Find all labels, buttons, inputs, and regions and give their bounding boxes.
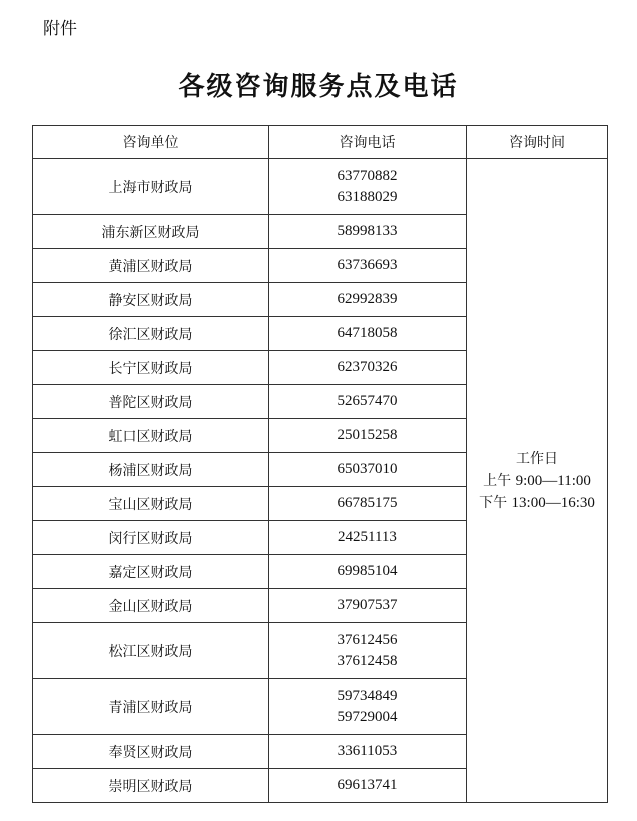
phone-cell xyxy=(269,453,467,487)
phone-number: 69985104 xyxy=(337,563,398,579)
phone-cell xyxy=(269,249,467,283)
phone-cell xyxy=(269,589,467,623)
afternoon-time: 13:00—16:30 xyxy=(511,494,595,511)
unit-cell: 上海市财政局 xyxy=(33,159,269,215)
phone-cell xyxy=(269,419,467,453)
phone-cell xyxy=(269,521,467,555)
phone-number: 33611053 xyxy=(337,743,398,759)
phone-cell xyxy=(269,735,467,769)
table-header-row xyxy=(33,126,608,159)
phone-number: 62992839 xyxy=(337,291,398,307)
phone-cell xyxy=(269,283,467,317)
unit-cell: 宝山区财政局 xyxy=(33,487,269,521)
unit-cell: 徐汇区财政局 xyxy=(33,317,269,351)
phone-cell xyxy=(269,487,467,521)
page-title: 各级咨询服务点及电话 xyxy=(178,72,459,102)
phone-cell xyxy=(269,317,467,351)
table-row xyxy=(33,159,608,215)
afternoon-hours xyxy=(467,492,607,514)
phone-number: 37612458 xyxy=(337,652,398,669)
phone-number: 69613741 xyxy=(337,777,398,793)
afternoon-label: 下午 xyxy=(479,494,508,511)
unit-cell: 青浦区财政局 xyxy=(33,679,269,735)
phone-number: 65037010 xyxy=(337,461,398,477)
morning-label: 上午 xyxy=(483,472,512,489)
phone-cell xyxy=(269,555,467,589)
unit-cell: 奉贤区财政局 xyxy=(33,735,269,769)
unit-cell: 金山区财政局 xyxy=(33,589,269,623)
phone-cell xyxy=(269,215,467,249)
phone-cell xyxy=(269,679,467,735)
phone-number: 24251113 xyxy=(338,529,397,545)
phone-cell xyxy=(269,769,467,803)
phone-number: 37612456 xyxy=(337,631,398,648)
contact-table xyxy=(32,125,608,803)
phone-number: 25015258 xyxy=(337,427,398,443)
unit-cell: 闵行区财政局 xyxy=(33,521,269,555)
unit-cell: 嘉定区财政局 xyxy=(33,555,269,589)
phone-number: 58998133 xyxy=(337,223,398,239)
attachment-label: 附件 xyxy=(43,19,77,39)
morning-time: 9:00—11:00 xyxy=(515,472,591,489)
phone-number: 66785175 xyxy=(337,495,398,511)
morning-hours xyxy=(467,470,607,492)
unit-cell: 普陀区财政局 xyxy=(33,385,269,419)
workday-label: 工作日 xyxy=(516,450,558,467)
phone-number: 64718058 xyxy=(337,325,398,341)
table-body xyxy=(33,159,608,803)
unit-cell: 崇明区财政局 xyxy=(33,769,269,803)
hours-cell xyxy=(467,159,608,803)
phone-cell xyxy=(269,385,467,419)
unit-cell: 黄浦区财政局 xyxy=(33,249,269,283)
phone-number: 59729004 xyxy=(337,708,398,725)
unit-cell: 松江区财政局 xyxy=(33,623,269,679)
unit-cell: 静安区财政局 xyxy=(33,283,269,317)
unit-cell: 杨浦区财政局 xyxy=(33,453,269,487)
phone-number: 63188029 xyxy=(337,188,398,205)
unit-cell: 浦东新区财政局 xyxy=(33,215,269,249)
phone-cell xyxy=(269,351,467,385)
phone-number: 63736693 xyxy=(337,257,398,273)
phone-number: 63770882 xyxy=(337,167,398,184)
header-unit: 咨询单位 xyxy=(33,126,269,159)
unit-cell: 虹口区财政局 xyxy=(33,419,269,453)
phone-number: 62370326 xyxy=(337,359,398,375)
unit-cell: 长宁区财政局 xyxy=(33,351,269,385)
phone-number: 52657470 xyxy=(337,393,398,409)
phone-cell xyxy=(269,159,467,215)
phone-number: 59734849 xyxy=(337,687,398,704)
phone-cell xyxy=(269,623,467,679)
phone-number: 37907537 xyxy=(337,597,398,613)
header-phone: 咨询电话 xyxy=(269,126,467,159)
header-time: 咨询时间 xyxy=(467,126,608,159)
